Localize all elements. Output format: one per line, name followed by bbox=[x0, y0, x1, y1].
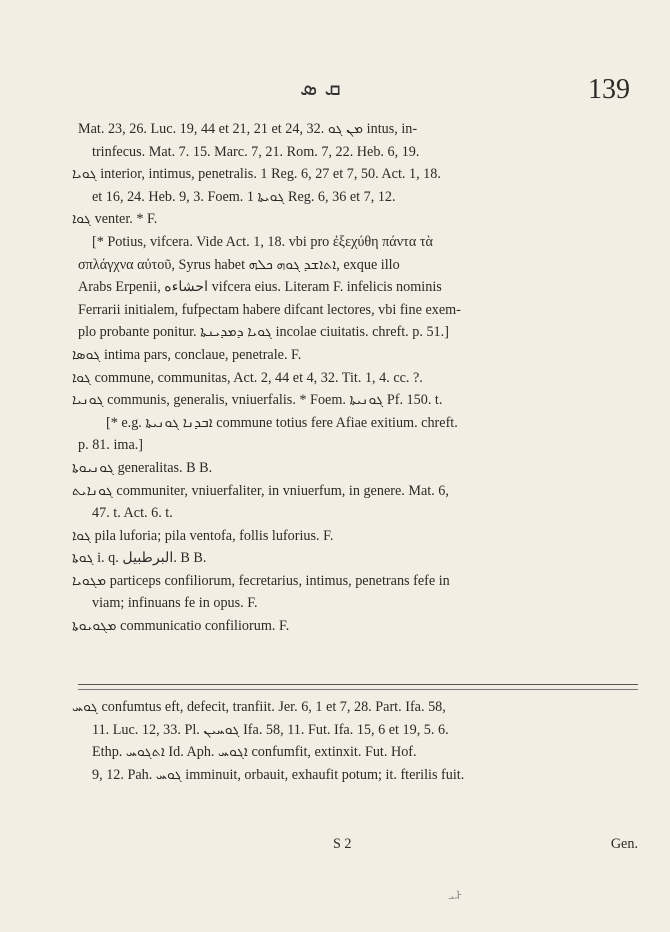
entries-block-2 bbox=[72, 696, 638, 786]
running-head-syriac: ܩ ܣ bbox=[300, 76, 341, 101]
page-header bbox=[0, 70, 670, 110]
entry-line: ܓܘܢܝܐ communis, generalis, vniuerfalis. * Foem. ܓܘܢܝܬܐ Pf. 150. t. bbox=[72, 392, 443, 409]
text-line: [* Potius, vifcera. Vide Act. 1, 18. vbi pro ἐξεχύθη πάντα τὰ bbox=[92, 233, 433, 250]
text-line: [* e.g. ܐܒܕܢܐ ܓܘܢܝܬܐ commune totius fere Afiae exitium. chreft. bbox=[106, 414, 458, 431]
entry-line: ܓܘܐ venter. * F. bbox=[72, 211, 158, 228]
text-line: plo probante ponitur. ܓܘܝܐ ܕܡܕܝܢܬܐ incolae ciuitatis. chreft. p. 51.] bbox=[78, 324, 449, 341]
page-number: 139 bbox=[588, 74, 630, 105]
text-line: Mat. 23, 26. Luc. 19, 44 et 21, 21 et 24, 32. ܡܢ ܓܘ intus, in- bbox=[78, 121, 418, 137]
text-line: 11. Luc. 12, 33. Pl. ܓܘܚܝܢ Ifa. 58, 11. Fut. Ifa. 15, 6 et 19, 5. 6. bbox=[92, 721, 449, 738]
text-line: 47. t. Act. 6. t. bbox=[92, 505, 173, 522]
section-rule bbox=[78, 684, 638, 690]
entry-line: ܡܓܘܝܐ particeps confiliorum, fecretarius, intimus, penetrans fefe in bbox=[72, 572, 450, 589]
signature-mark: S 2 bbox=[333, 836, 352, 852]
entry-line: ܓܘܐ commune, communitas, Act. 2, 44 et 4, 32. Tit. 1, 4. cc. ?. bbox=[72, 369, 423, 386]
text-line: p. 81. ima.] bbox=[78, 437, 144, 454]
page-footer bbox=[78, 836, 638, 858]
entry-line: ܓܘܚ confumtus eft, defecit, tranfiit. Jer. 6, 1 et 7, 28. Part. Ifa. 58, bbox=[72, 699, 446, 715]
entries-block bbox=[72, 118, 638, 638]
text-line: trinfecus. Mat. 7. 15. Marc. 7, 21. Rom. 7, 22. Heb. 6, 19. bbox=[92, 143, 420, 160]
text-line: Ferrarii initialem, fufpectam habere difcant lectores, vbi fine exem- bbox=[78, 301, 461, 318]
entry-line: ܡܓܘܝܘܬܐ communicatio confiliorum. F. bbox=[72, 618, 290, 635]
text-line: Ethp. ܐܬܓܘܚ Id. Aph. ܐܓܘܚ confumfit, extinxit. Fut. Hof. bbox=[92, 744, 417, 761]
text-line: Arabs Erpenii, احشاءه vifcera eius. Literam F. infelicis nominis bbox=[78, 279, 442, 296]
entry-line: ܓܘܝܐ interior, intimus, penetralis. 1 Reg. 6, 27 et 7, 50. Act. 1, 18. bbox=[72, 166, 441, 183]
entry-line: ܓܘܣܐ intima pars, conclaue, penetrale. F. bbox=[72, 346, 302, 363]
entry-line: ܓܘܢܝܘܬܐ generalitas. B B. bbox=[72, 459, 213, 476]
text-line: viam; infinuans fe in opus. F. bbox=[92, 595, 258, 612]
text-line: σπλάγχνα αὐτοῦ, Syrus habet ܐܬܐܫܕ ܓܘܗ ܟܠܗ, exque illo bbox=[78, 256, 400, 273]
text-line: 9, 12. Pah. ܓܘܚ imminuit, orbauit, exhaufit potum; it. fterilis fuit. bbox=[92, 766, 465, 783]
entry-line: ܓܘܬܐ i. q. البرطبيل. B B. bbox=[72, 550, 207, 567]
entry-line: ܓܘܐ pila luforia; pila ventofa, follis luforius. F. bbox=[72, 527, 334, 544]
text-line: et 16, 24. Heb. 9, 3. Foem. ܓܘܝܬܐ 1 Reg. 6, 36 et 7, 12. bbox=[92, 188, 396, 205]
entry-line: ܓܘܢܐܝܬ communiter, vniuerfaliter, in vniuerfum, in genere. Mat. 6, bbox=[72, 482, 449, 499]
catchword: Gen. bbox=[610, 836, 638, 852]
print-mark: ᅪ bbox=[448, 891, 462, 907]
